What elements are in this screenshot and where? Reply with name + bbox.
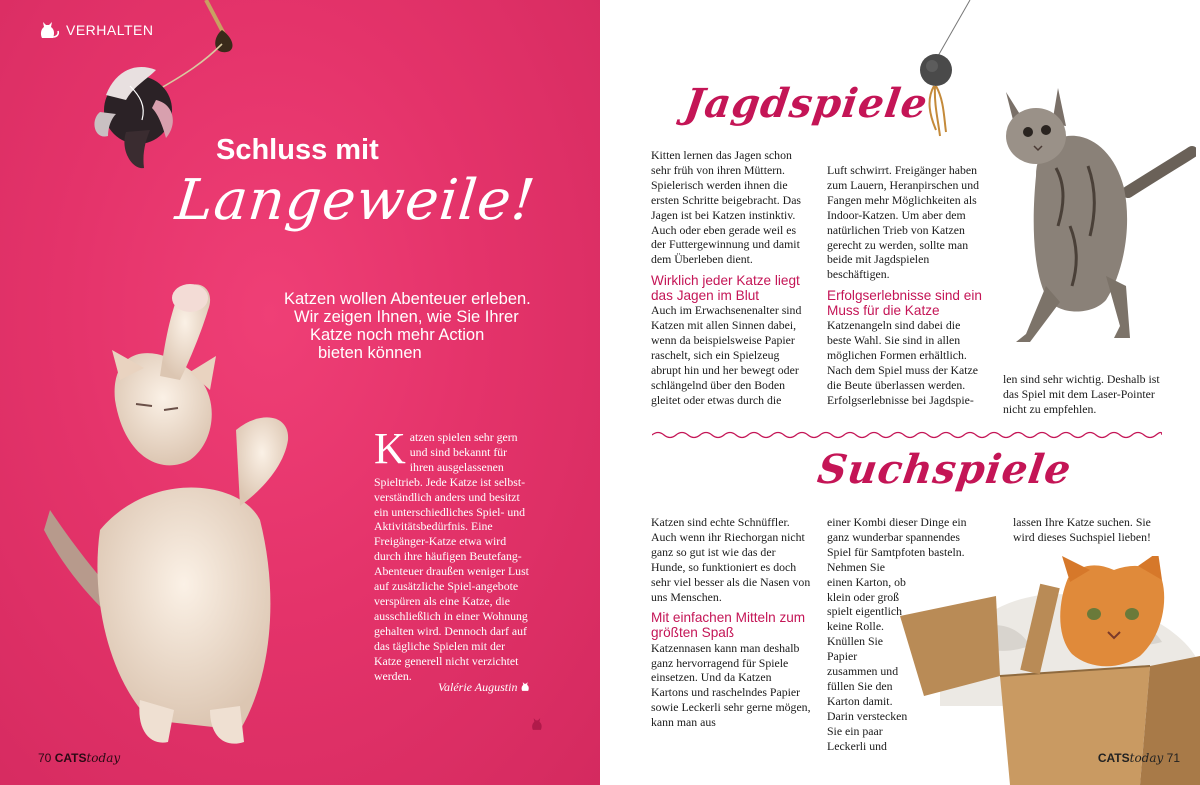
subheading: Mit einfachen Mitteln zum größten Spaß: [651, 610, 806, 641]
jagd-column-3: [1003, 372, 1163, 417]
title-jagdspiele: Jagdspiele: [681, 80, 931, 127]
magazine-name-suffix: today: [86, 751, 121, 765]
left-page-footer: [38, 751, 120, 765]
tabby-kitten-illustration: [996, 76, 1196, 348]
jagd-column-1: [651, 148, 811, 408]
subheading: Erfolgserlebnisse sind ein Muss für die Katze: [827, 288, 982, 318]
paragraph: Auch im Erwachsenenalter sind Katzen mit allen Sinnen dabei, wenn da beispielsweise Papier raschelt, sich ein Spielzeug abrupt hin und her bewegt oder schlängelnd über den Boden gleitet oder etwas durch die: [651, 303, 802, 407]
headline-line2: Langeweile!: [172, 168, 539, 233]
such-column-3: [1013, 515, 1163, 545]
such-column-1: [651, 515, 811, 730]
subheading: Wirklich jeder Katze liegt das Jagen im Blut: [651, 273, 800, 303]
cat-silhouette-icon: [530, 716, 546, 732]
white-cat-illustration: [40, 280, 340, 750]
paragraph: Katzenangeln sind dabei die beste Wahl. Sie sind in allen möglichen Formen erhältlich. Nach dem Spiel muss der Katze die Beute überlassen werden. Erfolgserlebnisse bei Jagdspie-: [827, 318, 979, 407]
paragraph: Katzen sind echte Schnüffler. Auch wenn ihr Riechorgan nicht ganz so gut ist wie das der Hunde, so funktioniert es doch sehr viel besser als die Nasen von uns Menschen.: [651, 515, 811, 604]
dropcap: K: [374, 424, 406, 473]
magazine-name-suffix: today: [1129, 751, 1164, 765]
intro-line: Katzen wollen Abenteuer erleben.: [284, 290, 531, 308]
paragraph: Katzennasen kann man deshalb ganz hervorragend für Spiele einsetzen. Und da Katzen Kartons und raschelndes Papier sowie Leckerli sehr gerne mögen, kann man aus: [651, 640, 811, 730]
page-number: 70: [38, 751, 52, 765]
paragraph: Kitten lernen das Jagen schon sehr früh von ihren Müttern. Spielerisch werden ihnen die ersten Schritte beigebracht. Das Jagen ist bei Katzen instinktiv. Auch oder eben gerade weil es der Futtergewinnung und damit dem Überleben dient.: [651, 148, 802, 267]
paragraph: Nehmen Sie einen Karton, ob klein oder groß spielt eigentlich keine Rolle. Knüllen Sie Papier zusammen und füllen Sie den Karton damit. Darin verstecken Sie ein paar Leckerli und: [827, 559, 908, 753]
paragraph: len sind sehr wichtig. Deshalb ist das Spiel mit dem Laser-Pointer nicht zu empfehlen.: [1003, 372, 1160, 416]
intro-line: Katze noch mehr Action: [310, 326, 485, 344]
right-page: [600, 0, 1200, 785]
jagd-column-2: [827, 163, 987, 408]
paragraph: einer Kombi dieser Dinge ein ganz wunderbar spannendes Spiel für Samtpfoten basteln.: [827, 515, 967, 559]
author-label: Valérie Augustin: [438, 680, 518, 694]
magazine-name: CATS: [54, 751, 87, 765]
left-body-text: [374, 424, 534, 683]
intro-line: bieten können: [318, 344, 422, 362]
paragraph: Luft schwirrt. Freigänger haben zum Lauern, Heranpirschen und Fangen mehr Möglichkeiten als Indoor-Katzen. Um aber dem natürlichen Trieb von Katzen gerecht zu werden, sollte man beide mit Jagdspielen beschäftigen.: [827, 163, 979, 282]
page-number: 71: [1166, 751, 1180, 765]
title-suchspiele: Suchspiele: [814, 446, 1075, 493]
author-name: [438, 680, 532, 695]
section-label: VERHALTEN: [66, 22, 154, 38]
headline-line1: Schluss mit: [216, 134, 379, 166]
magazine-name: CATS: [1097, 751, 1130, 765]
section-tag: [38, 20, 153, 40]
paragraph: lassen Ihre Katze suchen. Sie wird dieses Suchspiel lieben!: [1013, 515, 1151, 544]
body-paragraph: atzen spielen sehr gern und sind bekannt für ihren ausgelassenen Spieltrieb. Jede Katze ist selbst-verständlich anders und besitzt ein unterschiedliches Spiel- und Aktivitätsbedürfnis. Eine Freigänger-Katze etwa wird durch ihre häufigen Beutefang-Abenteuer draußen weniger Lust auf zusätzliche Spiel-angebote verspüren als eine Katze, die ausschließlich in einer Wohnung gehalten wird. Dennoch darf auf das tägliche Spielen mit der Katze generell nicht verzichtet werden.: [374, 430, 529, 683]
wavy-divider: [652, 430, 1162, 440]
intro-line: Wir zeigen Ihnen, wie Sie Ihrer: [294, 308, 519, 326]
cat-silhouette-icon: [520, 681, 532, 692]
right-page-footer: [1098, 751, 1180, 765]
cat-silhouette-icon: [38, 20, 60, 40]
